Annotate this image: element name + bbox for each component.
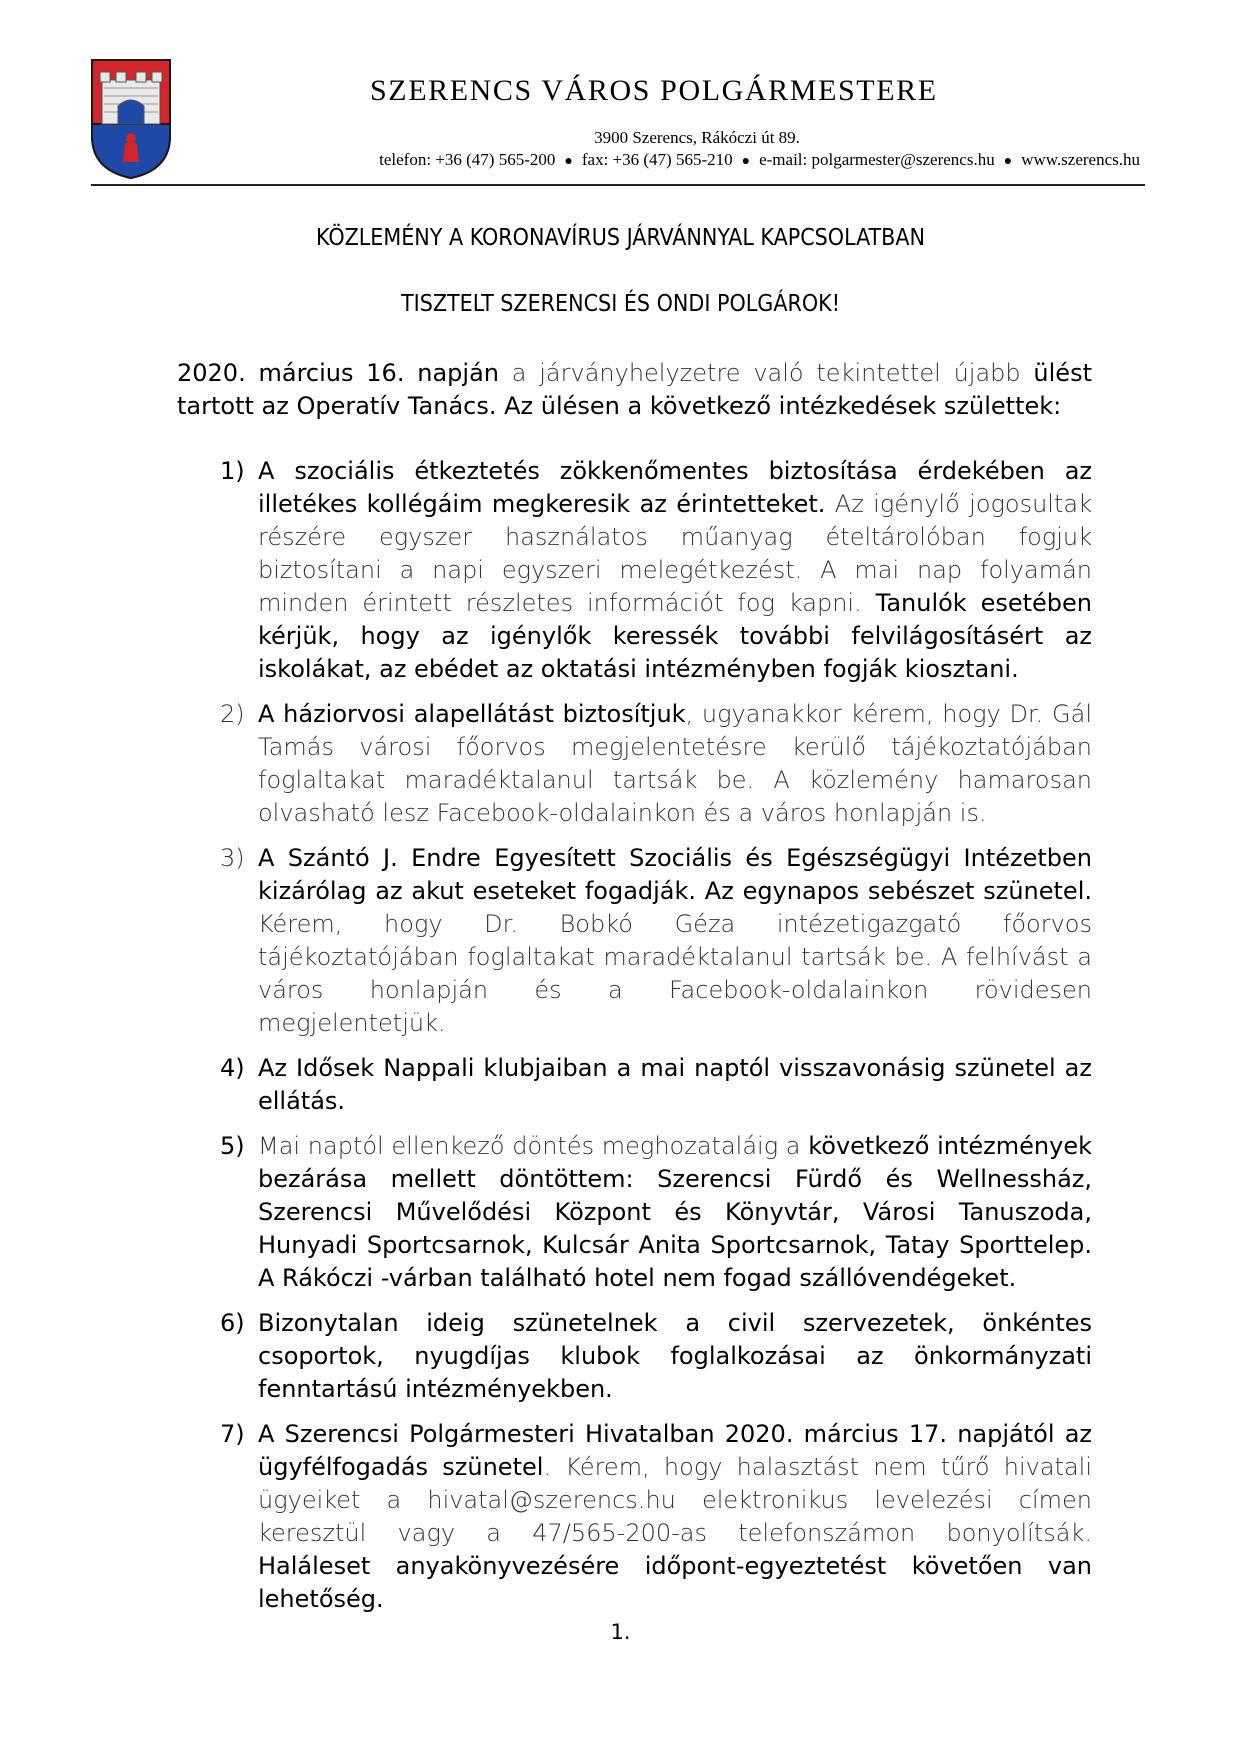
list-item [220, 842, 1092, 1040]
list-item-text: A háziorvosi alapellátást biztosítjuk [258, 700, 686, 728]
bullet-separator: ● [1003, 154, 1013, 169]
list-item [220, 698, 1092, 830]
page-number: 1. [610, 1620, 631, 1644]
measures-list [220, 455, 1092, 1628]
list-item-text: Kérem, hogy Dr. Bobkó Géza intézetigazgató főorvos tájékoztatójában foglaltakat maradéktalanul tartsák be. A felhívást a város honlapján és a Facebook-oldalainkon rövidesen megjelentetjük. [258, 910, 1092, 1037]
list-item [220, 1418, 1092, 1616]
list-item-number: 5) [220, 1132, 245, 1160]
list-item-number: 3) [220, 844, 245, 872]
list-item-text: . Kérem, hogy halasztást nem tűrő hivatali ügyeiket a hivatal@szerencs.hu elektronikus levelezési címen keresztül vagy a 47/565-200-as telefonszámon bonyolítsák. [258, 1453, 1093, 1547]
list-item-number: 2) [220, 700, 245, 728]
list-item-text: Haláleset anyakönyvezésére időpont-egyeztetést követően van lehetőség. [258, 1552, 1092, 1613]
salutation: TISZTELT SZERENCSI ÉS ONDI POLGÁROK! [400, 291, 840, 317]
header-address: 3900 Szerencs, Rákóczi út 89. [594, 128, 800, 147]
list-item-text: A szociális étkeztetés zökkenőmentes biztosítása érdekében az illetékes kollégáim megkeresik az érintetteket. [258, 457, 1092, 518]
list-item-text: Bizonytalan ideig szünetelnek a civil szervezetek, önkéntes csoportok, nyugdíjas klubok foglalkozásai az önkormányzati fenntartású intézményekben. [258, 1309, 1092, 1403]
list-item [220, 1052, 1092, 1118]
list-item [220, 1307, 1092, 1406]
header-website: www.szerencs.hu [1021, 150, 1140, 169]
header-email: e-mail: polgarmester@szerencs.hu [759, 150, 995, 169]
list-item-text: következő intézmények bezárása mellett döntöttem: Szerencsi Fürdő és Wellnessház, Szerencsi Művelődési Központ és Könyvtár, Városi Tanuszoda, Hunyadi Sportcsarnok, Kulcsár Anita Sportcsarnok, Tatay Sporttelep. A Rákóczi -várban található hotel nem fogad szállóvendégeket. [258, 1132, 1092, 1292]
list-item-number: 7) [220, 1420, 245, 1448]
list-item-number: 4) [220, 1054, 245, 1082]
coat-of-arms-logo [90, 58, 172, 180]
header-phone: telefon: +36 (47) 565-200 [379, 150, 556, 169]
intro-text: 2020. március 16. napján [177, 359, 499, 387]
list-item-text: Mai naptól ellenkező döntés meghozataláig a [258, 1132, 809, 1160]
list-item-number: 1) [220, 457, 245, 485]
header-org-title: SZERENCS VÁROS POLGÁRMESTERE [370, 74, 938, 107]
list-item [220, 1130, 1092, 1295]
intro-text: a járványhelyzetre való tekintettel újabb [498, 359, 1034, 387]
intro-paragraph [177, 357, 1092, 423]
document-title: KÖZLEMÉNY A KORONAVÍRUS JÁRVÁNNYAL KAPCSOLATBAN [316, 225, 925, 251]
list-item-number: 6) [220, 1309, 245, 1337]
list-item-text: A Szerencsi Polgármesteri Hivatalban 2020. március 17. napjától az ügyfélfogadás szünetel [258, 1420, 1092, 1481]
list-item-text: Az Idősek Nappali klubjaiban a mai naptól visszavonásig szünetel az ellátás. [258, 1054, 1092, 1115]
list-item-text: Tanulók esetében kérjük, hogy az igénylők keressék további felvilágosításért az iskolákat, az ebédet az oktatási intézményben fogják kiosztani. [258, 589, 1093, 683]
header-divider [91, 184, 1145, 186]
header-contact-line [200, 150, 1140, 170]
bullet-separator: ● [741, 154, 751, 169]
list-item [220, 455, 1092, 686]
list-item-text: Az igénylő jogosultak részére egyszer használatos műanyag ételtárolóban fogjuk biztosítani a napi egyszeri melegétkezést. A mai nap folyamán minden érintett részletes információt fog kapni. [258, 490, 1092, 617]
list-item-text: A Szántó J. Endre Egyesített Szociális és Egészségügyi Intézetben kizárólag az akut eseteket fogadják. Az egynapos sebészet szünetel. [258, 844, 1092, 905]
header-fax: fax: +36 (47) 565-210 [581, 150, 733, 169]
intro-text: ülést tartott az Operatív Tanács. Az ülésen a következő intézkedések születtek: [177, 359, 1092, 420]
list-item-text: , ugyanakkor kérem, hogy Dr. Gál Tamás városi főorvos megjelentetésre kerülő tájékoztatójában foglaltakat maradéktalanul tartsák be. A közlemény hamarosan olvasható lesz Facebook-oldalainkon és a város honlapján is. [258, 700, 1092, 827]
bullet-separator: ● [564, 154, 573, 169]
